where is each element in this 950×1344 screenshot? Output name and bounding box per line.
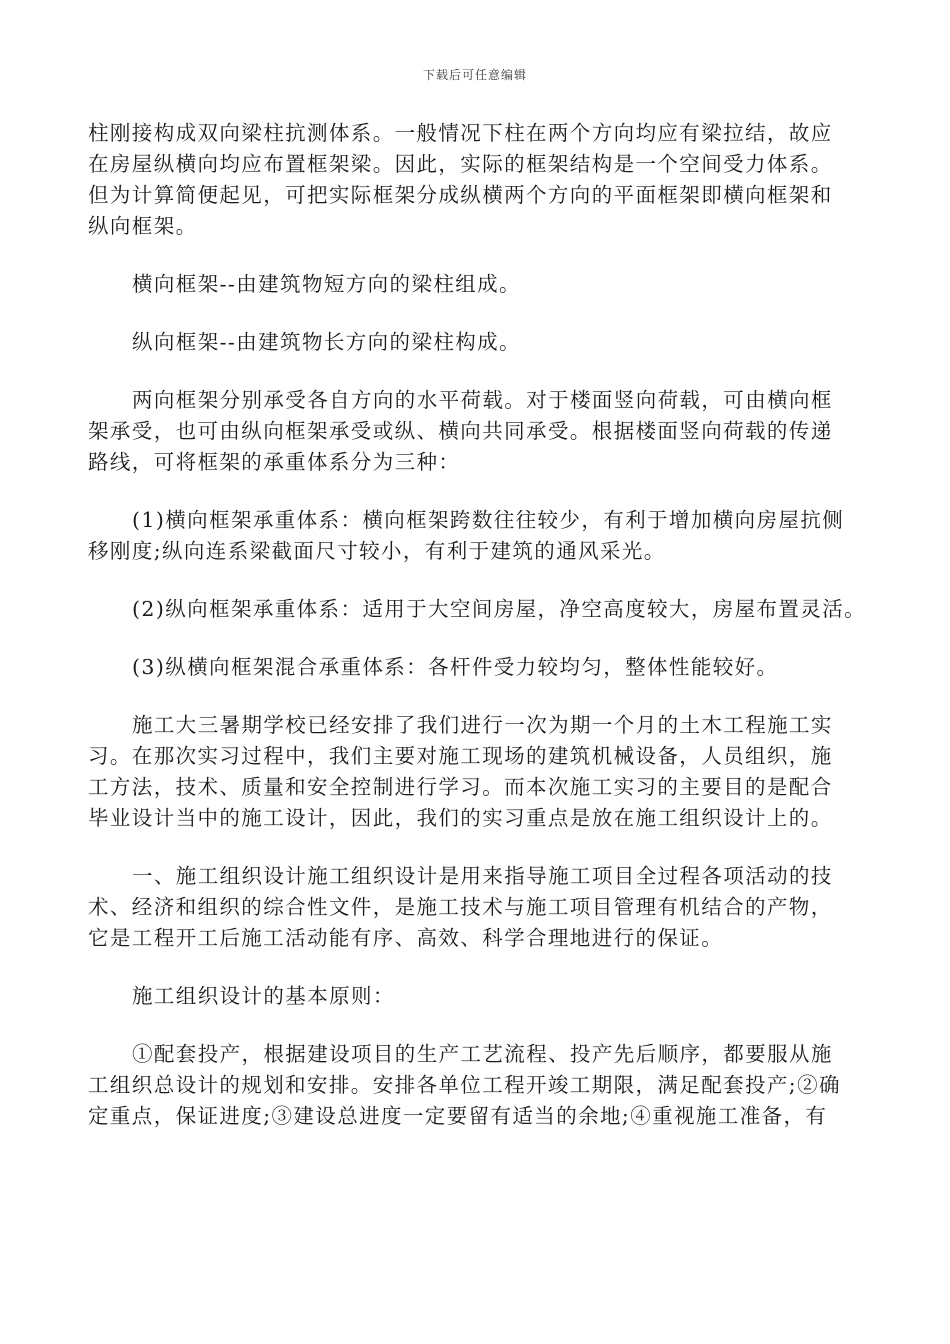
- paragraph: [88, 710, 868, 834]
- paragraph: [88, 652, 868, 683]
- text-line: 路线，可将框架的承重体系分为三种：: [88, 450, 461, 474]
- text-line: 定重点，保证进度;③建设总进度一定要留有适当的余地;④重视施工准备，有: [88, 1104, 828, 1128]
- paragraph: [88, 505, 868, 567]
- text-line: (1)横向框架承重体系：横向框架跨数往往较少，有利于增加横向房屋抗侧: [132, 508, 845, 532]
- paragraph: [88, 594, 868, 625]
- paragraph: [88, 327, 868, 358]
- text-line: (2)纵向框架承重体系：适用于大空间房屋，净空高度较大，房屋布置灵活。: [132, 597, 867, 621]
- text-line: 柱刚接构成双向梁柱抗测体系。一般情况下柱在两个方向均应有梁拉结，故应: [88, 121, 833, 145]
- text-line: 工方法，技术、质量和安全控制进行学习。而本次施工实习的主要目的是配合: [88, 775, 833, 799]
- text-line: ①配套投产，根据建设项目的生产工艺流程、投产先后顺序，都要服从施: [132, 1042, 833, 1066]
- text-line: 移刚度;纵向连系梁截面尺寸较小，有利于建筑的通风采光。: [88, 539, 666, 563]
- paragraph: [88, 1039, 868, 1132]
- text-line: 纵向框架。: [88, 214, 198, 238]
- text-line: 施工大三暑期学校已经安排了我们进行一次为期一个月的土木工程施工实: [132, 713, 833, 737]
- text-line: 两向框架分别承受各自方向的水平荷载。对于楼面竖向荷载，可由横向框: [132, 388, 833, 412]
- text-line: 横向框架--由建筑物短方向的梁柱组成。: [132, 272, 521, 296]
- text-line: 工组织总设计的规划和安排。安排各单位工程开竣工期限，满足配套投产;②确: [88, 1073, 841, 1097]
- text-line: 施工组织设计的基本原则：: [132, 984, 395, 1008]
- text-line: 毕业设计当中的施工设计，因此，我们的实习重点是放在施工组织设计上的。: [88, 806, 833, 830]
- document-body: [88, 118, 868, 1132]
- paragraph: [88, 269, 868, 300]
- text-line: 在房屋纵横向均应布置框架梁。因此，实际的框架结构是一个空间受力体系。: [88, 152, 833, 176]
- paragraph: [88, 385, 868, 478]
- text-line: 习。在那次实习过程中，我们主要对施工现场的建筑机械设备，人员组织，施: [88, 744, 833, 768]
- paragraph: [88, 861, 868, 954]
- text-line: 术、经济和组织的综合性文件，是施工技术与施工项目管理有机结合的产物，: [88, 895, 833, 919]
- paragraph: [88, 981, 868, 1012]
- paragraph: [88, 118, 868, 242]
- text-line: 但为计算简便起见，可把实际框架分成纵横两个方向的平面框架即横向框架和: [88, 183, 833, 207]
- text-line: 一、施工组织设计施工组织设计是用来指导施工项目全过程各项活动的技: [132, 864, 833, 888]
- page-header-note: 下载后可任意编辑: [422, 68, 527, 82]
- text-line: 架承受，也可由纵向框架承受或纵、横向共同承受。根据楼面竖向荷载的传递: [88, 419, 833, 443]
- text-line: (3)纵横向框架混合承重体系：各杆件受力较均匀，整体性能较好。: [132, 655, 779, 679]
- text-line: 它是工程开工后施工活动能有序、高效、科学合理地进行的保证。: [88, 926, 724, 950]
- text-line: 纵向框架--由建筑物长方向的梁柱构成。: [132, 330, 521, 354]
